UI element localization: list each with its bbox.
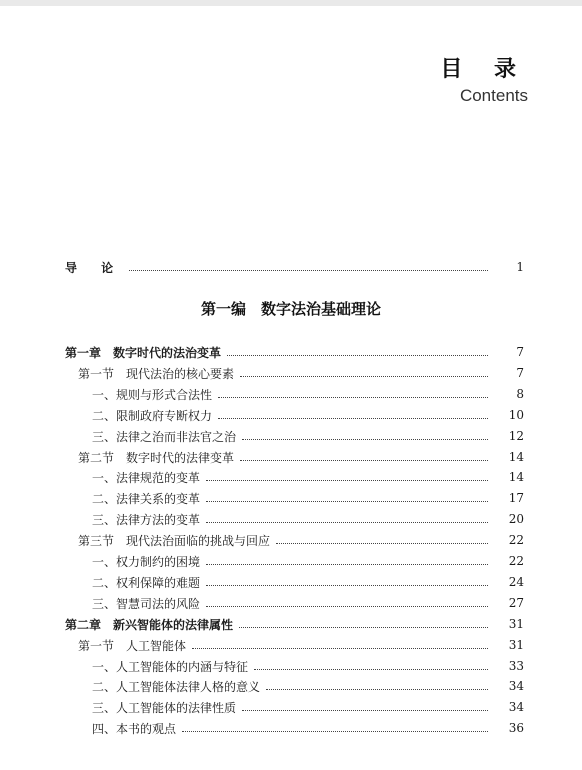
- page-subtitle: Contents: [459, 86, 528, 105]
- toc-entry-item[interactable]: [0, 698, 582, 716]
- toc-entry-item[interactable]: [0, 510, 582, 528]
- toc-entry-page: 24: [508, 575, 524, 589]
- toc-entry-item[interactable]: [0, 552, 582, 570]
- toc-entry-label: 二、人工智能体法律人格的意义: [92, 679, 261, 694]
- toc-entry-item[interactable]: [0, 427, 582, 445]
- toc-entry-chapter[interactable]: [0, 343, 582, 361]
- dot-leader: [182, 731, 488, 732]
- toc-entry-item[interactable]: [0, 468, 582, 486]
- toc-entry-section[interactable]: [0, 364, 582, 382]
- toc-entry-page: 27: [508, 596, 524, 610]
- toc-entry-label: 一、规则与形式合法性: [92, 387, 213, 402]
- toc-entry-page: 31: [508, 617, 524, 631]
- toc-entry-page: 12: [508, 429, 524, 443]
- toc-entry-page: 33: [508, 659, 524, 673]
- toc-entry-label: 三、智慧司法的风险: [92, 596, 201, 611]
- dot-leader: [206, 522, 488, 523]
- toc-entry-page: 14: [508, 450, 524, 464]
- dot-leader: [242, 710, 488, 711]
- toc-entry-label: 三、人工智能体的法律性质: [92, 700, 237, 715]
- toc-entry-page: 34: [508, 679, 524, 693]
- page-title: 目 录: [440, 57, 528, 82]
- dot-leader: [240, 460, 488, 461]
- dot-leader: [206, 564, 488, 565]
- dot-leader: [206, 501, 488, 502]
- toc-entry-label: 二、法律关系的变革: [92, 491, 201, 506]
- toc-entry-page: 7: [516, 366, 524, 380]
- toc-entry-intro[interactable]: [0, 258, 582, 276]
- toc-entry-label: 第三节 现代法治面临的挑战与回应: [78, 533, 271, 548]
- toc-entry-label: 四、本书的观点: [92, 721, 177, 736]
- dot-leader: [227, 355, 488, 356]
- toc-entry-page: 14: [508, 470, 524, 484]
- toc-entry-item[interactable]: [0, 385, 582, 403]
- toc-entry-label: 导 论: [65, 260, 124, 275]
- toc-entry-section[interactable]: [0, 531, 582, 549]
- toc-entry-section[interactable]: [0, 448, 582, 466]
- toc-entry-item[interactable]: [0, 573, 582, 591]
- toc-entry-item[interactable]: [0, 657, 582, 675]
- toc-entry-label: 第一节 现代法治的核心要素: [78, 366, 235, 381]
- toc-entry-label: 二、权利保障的难题: [92, 575, 201, 590]
- toc-entry-label: 第一章 数字时代的法治变革: [65, 345, 222, 360]
- dot-leader: [218, 397, 488, 398]
- toc-entry-page: 8: [516, 387, 524, 401]
- dot-leader: [129, 270, 488, 271]
- toc-entry-item[interactable]: [0, 677, 582, 695]
- toc-entry-item[interactable]: [0, 719, 582, 737]
- toc-entry-page: 10: [508, 408, 524, 422]
- toc-entry-page: 1: [516, 260, 524, 274]
- toc-entry-page: 22: [508, 533, 524, 547]
- toc-entry-label: 二、限制政府专断权力: [92, 408, 213, 423]
- toc-entry-page: 22: [508, 554, 524, 568]
- dot-leader: [206, 585, 488, 586]
- toc-entry-label: 三、法律方法的变革: [92, 512, 201, 527]
- dot-leader: [206, 480, 488, 481]
- toc-entry-chapter[interactable]: [0, 615, 582, 633]
- dot-leader: [206, 606, 488, 607]
- toc-entry-label: 一、法律规范的变革: [92, 470, 201, 485]
- dot-leader: [192, 648, 488, 649]
- dot-leader: [240, 376, 488, 377]
- toc-entry-item[interactable]: [0, 594, 582, 612]
- page-top-border: [0, 0, 582, 6]
- toc-entry-item[interactable]: [0, 489, 582, 507]
- toc-entry-page: 20: [508, 512, 524, 526]
- dot-leader: [242, 439, 488, 440]
- toc-entry-page: 7: [516, 345, 524, 359]
- toc-entry-item[interactable]: [0, 406, 582, 424]
- toc-entry-label: 第二节 数字时代的法律变革: [78, 450, 235, 465]
- dot-leader: [254, 669, 488, 670]
- toc-entry-page: 36: [508, 721, 524, 735]
- dot-leader: [276, 543, 488, 544]
- dot-leader: [239, 627, 488, 628]
- toc-entry-label: 一、人工智能体的内涵与特征: [92, 659, 249, 674]
- toc-entry-label: 第二章 新兴智能体的法律属性: [65, 617, 234, 632]
- part-heading: 第一编 数字法治基础理论: [200, 300, 381, 318]
- toc-entry-page: 31: [508, 638, 524, 652]
- toc-entry-label: 一、权力制约的困境: [92, 554, 201, 569]
- dot-leader: [266, 689, 488, 690]
- dot-leader: [218, 418, 488, 419]
- toc-entry-label: 第一节 人工智能体: [78, 638, 187, 653]
- toc-entry-label: 三、法律之治而非法官之治: [92, 429, 237, 444]
- toc-entry-page: 17: [508, 491, 524, 505]
- toc-entry-page: 34: [508, 700, 524, 714]
- toc-entry-section[interactable]: [0, 636, 582, 654]
